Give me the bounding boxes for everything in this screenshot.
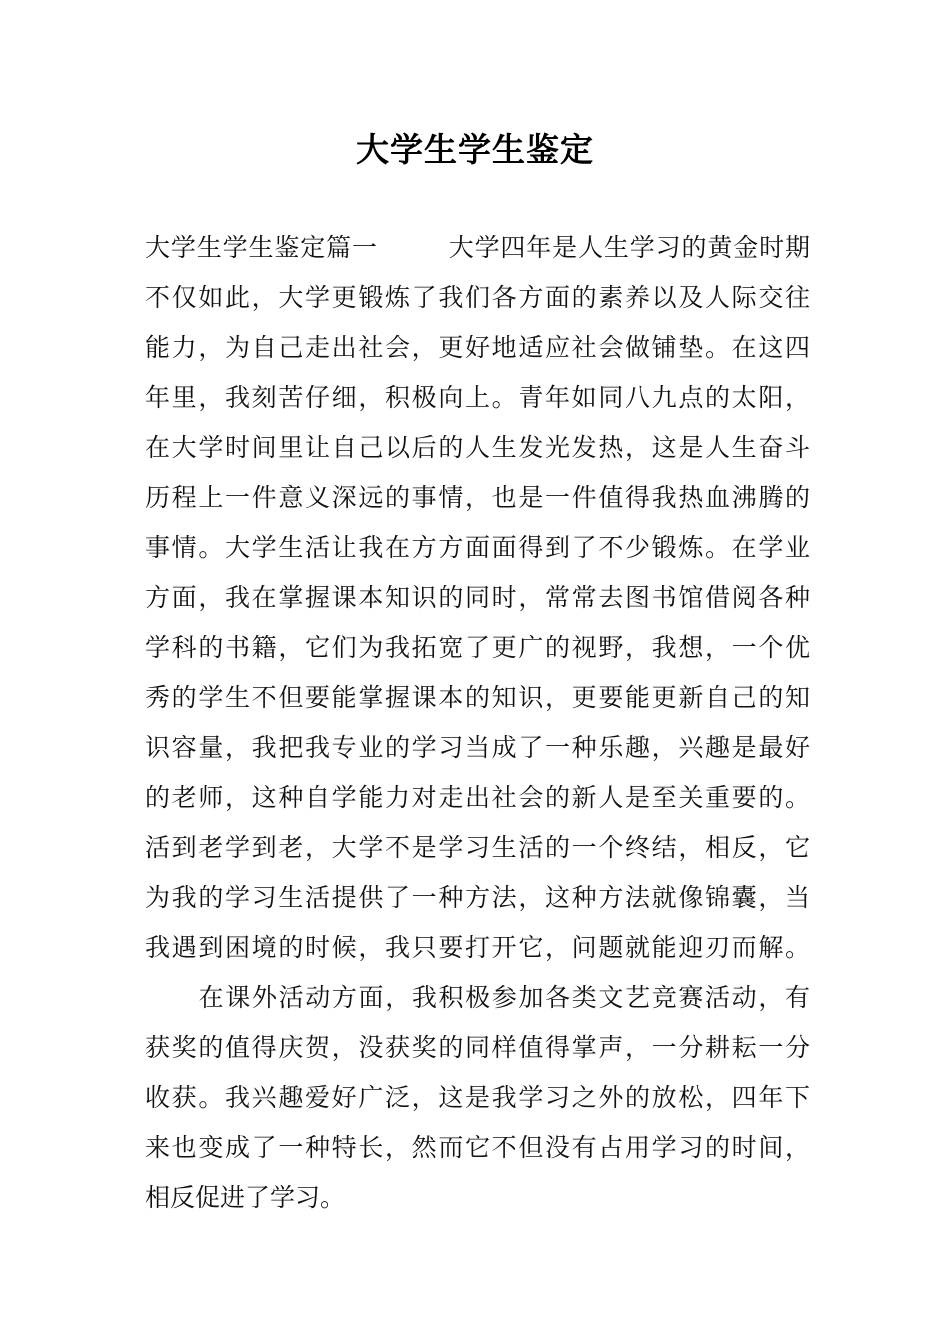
section-heading: 大学生学生鉴定篇一 xyxy=(145,233,378,262)
paragraph-1-line: 我遇到困境的时候，我只要打开它，问题就能迎刃而解。 xyxy=(145,933,810,962)
paragraph-1-line: 在大学时间里让自己以后的人生发光发热，这是人生奋斗 xyxy=(145,433,810,462)
paragraph-1-line: 历程上一件意义深远的事情，也是一件值得我热血沸腾的 xyxy=(145,483,810,512)
paragraph-2-line: 收获。我兴趣爱好广泛，这是我学习之外的放松，四年下 xyxy=(145,1083,810,1112)
paragraph-1-line: 方面，我在掌握课本知识的同时，常常去图书馆借阅各种 xyxy=(145,583,810,612)
paragraph-1-opening-text: 大学四年是人生学习的黄金时期 xyxy=(447,233,810,262)
document-body xyxy=(145,223,810,1223)
paragraph-2-last-line: 相反促进了学习。 xyxy=(145,1183,346,1212)
paragraph-1-line: 事情。大学生活让我在方方面面得到了不少锻炼。在学业 xyxy=(145,533,810,562)
paragraph-2-line: 获奖的值得庆贺，没获奖的同样值得掌声，一分耕耘一分 xyxy=(145,1033,810,1062)
paragraph-1-line: 为我的学习生活提供了一种方法，这种方法就像锦囊，当 xyxy=(145,883,810,912)
paragraph-1-line: 能力，为自己走出社会，更好地适应社会做铺垫。在这四 xyxy=(145,333,810,362)
paragraph-1-line: 的老师，这种自学能力对走出社会的新人是至关重要的。 xyxy=(145,783,810,812)
paragraph-1-line: 识容量，我把我专业的学习当成了一种乐趣，兴趣是最好 xyxy=(145,733,810,762)
document-title: 大学生学生鉴定 xyxy=(356,130,594,169)
paragraph-2-line: 来也变成了一种特长，然而它不但没有占用学习的时间， xyxy=(145,1133,810,1162)
paragraph-1-line: 秀的学生不但要能掌握课本的知识，更要能更新自己的知 xyxy=(145,683,810,712)
paragraph-1-line: 年里，我刻苦仔细，积极向上。青年如同八九点的太阳， xyxy=(145,383,810,412)
paragraph-1-line: 不仅如此，大学更锻炼了我们各方面的素养以及人际交往 xyxy=(145,283,810,312)
paragraph-1-line: 学科的书籍，它们为我拓宽了更广的视野，我想，一个优 xyxy=(145,633,810,662)
paragraph-2-first-line xyxy=(145,973,810,1023)
paragraph-2-opening-text: 在课外活动方面，我积极参加各类文艺竞赛活动，有 xyxy=(197,983,810,1012)
paragraph-1-first-line xyxy=(145,223,810,273)
paragraph-1-line: 活到老学到老，大学不是学习生活的一个终结，相反，它 xyxy=(145,833,810,862)
